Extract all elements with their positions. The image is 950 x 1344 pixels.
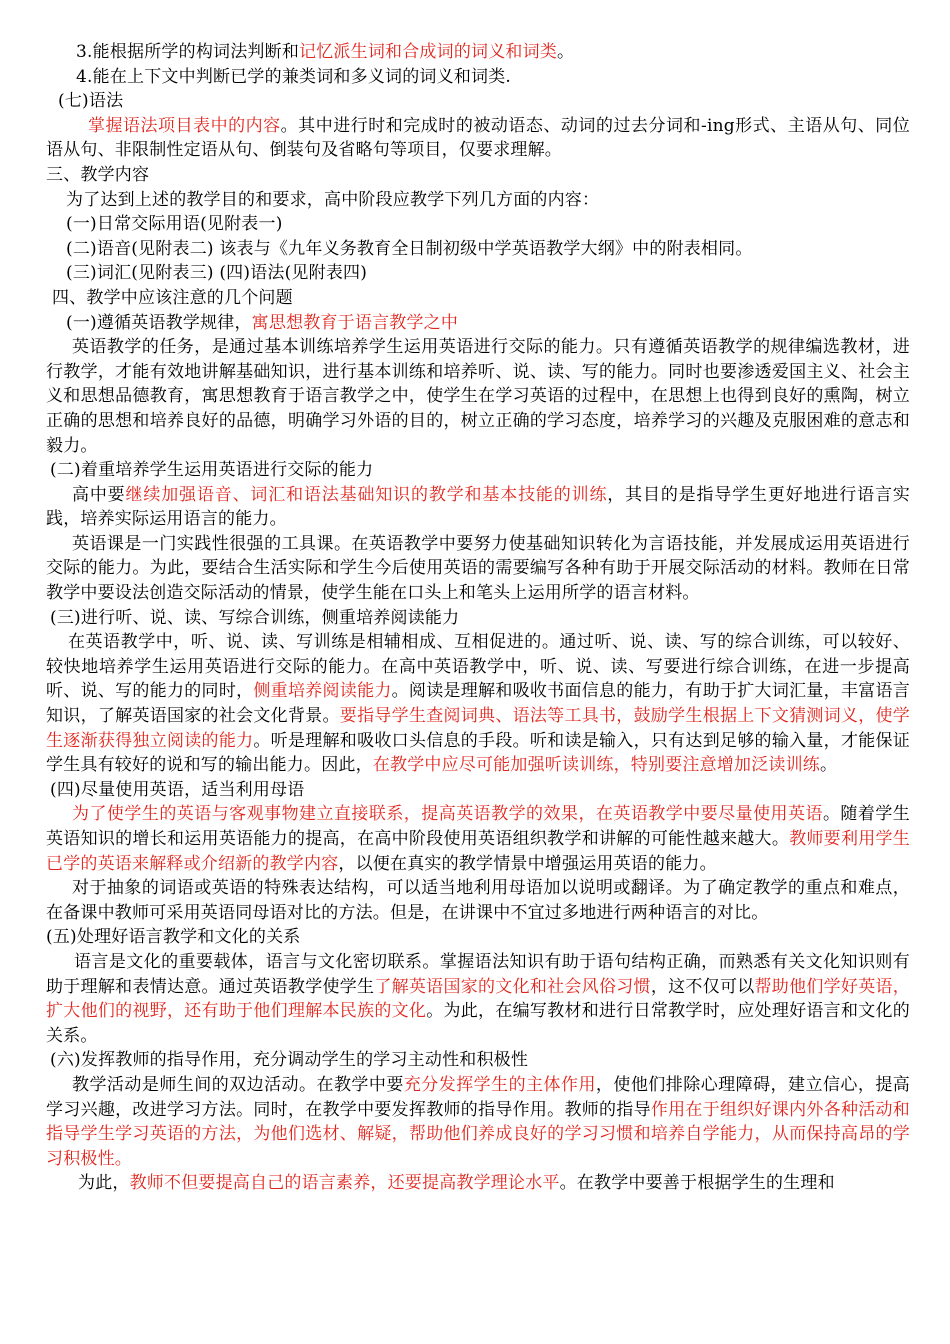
paragraph-content-intro xyxy=(46,188,910,213)
highlighted-text: 作用在于组织好课内外各种活动和指导学生学习英语的方法，为他们选材、解疑，帮助他们养成良好的学习习惯和培养自学能力，从而保持高昂的学习积极性。 xyxy=(46,1099,911,1169)
text-run: 。 xyxy=(820,755,838,776)
section-4-paragraph-1 xyxy=(46,802,910,876)
text-run: (一)遵循英语教学规律， xyxy=(66,312,252,333)
section-3-paragraph xyxy=(46,630,910,778)
highlighted-text: 教师要利用学生已学的英语来解释或介绍新的教学内容 xyxy=(46,829,910,874)
highlighted-text: 要指导学生查阅词典、语法等工具书，鼓励学生根据上下文猜测词义，使学生逐渐获得独立阅读的能力 xyxy=(46,706,910,751)
heading-teaching-content xyxy=(46,163,910,188)
highlighted-text: 记忆派生词和合成词的词义和词类 xyxy=(299,42,558,62)
content-item-2 xyxy=(46,237,910,262)
content-item-1 xyxy=(46,212,910,237)
highlighted-text: 帮助他们学好英语，扩大他们的视野，还有助于他们理解本民族的文化 xyxy=(46,976,910,1022)
text-run: 。随着学生英语知识的增长和运用英语能力的提高，在高中阶段使用英语组织教学和讲解的可能性越来越大。 xyxy=(46,804,910,849)
text-run: (二)语音(见附表二) 该表与《九年义务教育全日制初级中学英语教学大纲》中的附表相同。 xyxy=(66,238,753,259)
highlighted-text: 了解英语国家的文化和社会风俗习惯 xyxy=(374,976,651,997)
heading-notes xyxy=(46,286,910,311)
paragraph-grammar xyxy=(46,114,910,163)
text-run: 为此， xyxy=(78,1173,130,1194)
text-run: (三)词汇(见附表三) (四)语法(见附表四) xyxy=(66,263,368,284)
highlighted-text: 继续加强语音、词汇和语法基础知识的教学和基本技能的训练 xyxy=(125,484,608,505)
vocab-item-4 xyxy=(46,65,910,90)
highlighted-text: 寓思想教育于语言教学之中 xyxy=(251,312,459,333)
highlighted-text: 充分发挥学生的主体作用 xyxy=(403,1074,596,1095)
text-run: (六)发挥教师的指导作用，充分调动学生的学习主动性和积极性 xyxy=(50,1050,529,1071)
text-run: ，使他们排除心理障碍，建立信心，提高学习兴趣，改进学习方法。同时，在教学中要发挥教师的指导作用。教师的指导 xyxy=(46,1074,910,1120)
section-3-title xyxy=(46,606,910,631)
section-5-title xyxy=(46,925,910,950)
text-run: (四)尽量使用英语，适当利用母语 xyxy=(50,779,305,800)
text-run: (七)语法 xyxy=(58,91,124,112)
text-run: 语言是文化的重要载体，语言与文化密切联系。掌握语法知识有助于语句结构正确，而熟悉有关文化知识则有助于理解和表情达意。通过英语教学使学生 xyxy=(46,951,910,997)
text-run: 三、教学内容 xyxy=(46,164,150,185)
text-run: ，其目的是指导学生更好地进行语言实践，培养实际运用语言的能力。 xyxy=(46,484,910,530)
highlighted-text: 侧重培养阅读能力 xyxy=(253,681,392,702)
section-2-paragraph-1 xyxy=(46,483,910,532)
text-run: 英语教学的任务，是通过基本训练培养学生运用英语进行交际的能力。只有遵循英语教学的规律编选教材，进行教学，才能有效地讲解基础知识，进行基本训练和培养听、说、读、写的能力。同时也要渗透爱国主义、社会主义和思想品德教育，寓思想教育于语言教学之中，使学生在学习英语的过程中，在思想上也得到良好的熏陶，树立正确的思想和培养良好的品德，明确学习外语的目的，树立正确的学习态度，培养学习的兴趣及克服困难的意志和毅力。 xyxy=(46,337,910,456)
section-1-title xyxy=(46,311,910,336)
section-6-title xyxy=(46,1048,910,1073)
highlighted-text: 在教学中应尽可能加强听读训练，特别要注意增加泛读训练 xyxy=(372,755,821,776)
text-run: 教学活动是师生间的双边活动。在教学中要 xyxy=(72,1074,404,1095)
section-heading-grammar xyxy=(46,89,910,114)
section-6-paragraph-1 xyxy=(46,1073,910,1171)
text-run: 高中要 xyxy=(72,484,126,505)
section-6-paragraph-2 xyxy=(46,1171,910,1196)
text-run: (一)日常交际用语(见附表一) xyxy=(66,214,283,235)
text-run: 为了达到上述的教学目的和要求，高中阶段应教学下列几方面的内容： xyxy=(66,189,600,210)
text-run: 。 xyxy=(557,42,575,62)
text-run: 。阅读是理解和吸收书面信息的能力，有助于扩大词汇量，丰富语言知识，了解英语国家的社会文化背景。 xyxy=(46,681,910,727)
text-run: 英语课是一门实践性很强的工具课。在英语教学中要努力使基础知识转化为言语技能，并发展成运用英语进行交际的能力。为此，要结合生活实际和学生今后使用英语的需要编写各种有助于开展交际活动的材料。教师在日常教学中要设法创造交际活动的情景，使学生能在口头上和笔头上运用所学的语言材料。 xyxy=(46,533,910,604)
text-run: (五)处理好语言教学和文化的关系 xyxy=(46,927,301,948)
text-run: 3.能根据所学的构词法判断和 xyxy=(76,42,300,62)
section-5-paragraph xyxy=(46,950,910,1048)
section-4-title xyxy=(46,778,910,803)
highlighted-text: 掌握语法项目表中的内容 xyxy=(88,115,281,136)
text-run: 在英语教学中，听、说、读、写训练是相辅相成、互相促进的。通过听、说、读、写的综合训练，可以较好、较快地培养学生运用英语进行交际的能力。在高中英语教学中，听、说、读、写要进行综合训练，在进一步提高听、说、写的能力的同时， xyxy=(46,632,910,702)
text-run: 。听是理解和吸收口头信息的手段。听和读是输入，只有达到足够的输入量，才能保证学生具有较好的说和写的输出能力。因此， xyxy=(46,730,910,776)
section-1-paragraph xyxy=(46,335,910,458)
content-item-3-4 xyxy=(46,261,910,286)
section-2-title xyxy=(46,458,910,483)
highlighted-text: 为了使学生的英语与客观事物建立直接联系，提高英语教学的效果，在英语教学中要尽量使用英语 xyxy=(72,804,823,825)
section-4-paragraph-2 xyxy=(46,876,910,925)
text-run: 4.能在上下文中判断已学的兼类词和多义词的词义和词类. xyxy=(76,66,512,87)
text-run: 。为此，在编写教材和进行日常教学时，应处理好语言和文化的关系。 xyxy=(46,1001,910,1046)
highlighted-text: 教师不但要提高自己的语言素养，还要提高教学理论水平 xyxy=(129,1173,560,1194)
text-run: 对于抽象的词语或英语的特殊表达结构，可以适当地利用母语加以说明或翻译。为了确定教学的重点和难点，在备课中教师可采用英语同母语对比的方法。但是，在讲课中不宜过多地进行两种语言的对比。 xyxy=(46,878,910,923)
section-2-paragraph-2 xyxy=(46,532,910,606)
text-run: (二)着重培养学生运用英语进行交际的能力 xyxy=(50,460,374,481)
text-run: 。在教学中要善于根据学生的生理和 xyxy=(559,1173,835,1194)
text-run: (三)进行听、说、读、写综合训练，侧重培养阅读能力 xyxy=(50,607,460,628)
text-run: 。其中进行时和完成时的被动语态、动词的过去分词和-ing形式、主语从句、同位语从句、非限制性定语从句、倒装句及省略句等项目，仅要求理解。 xyxy=(46,115,910,161)
text-run: ，这不仅可以 xyxy=(650,976,755,997)
text-run: ，以便在真实的教学情景中增强运用英语的能力。 xyxy=(338,853,717,874)
vocab-item-3 xyxy=(46,40,910,65)
text-run: 四、教学中应该注意的几个问题 xyxy=(52,287,293,308)
